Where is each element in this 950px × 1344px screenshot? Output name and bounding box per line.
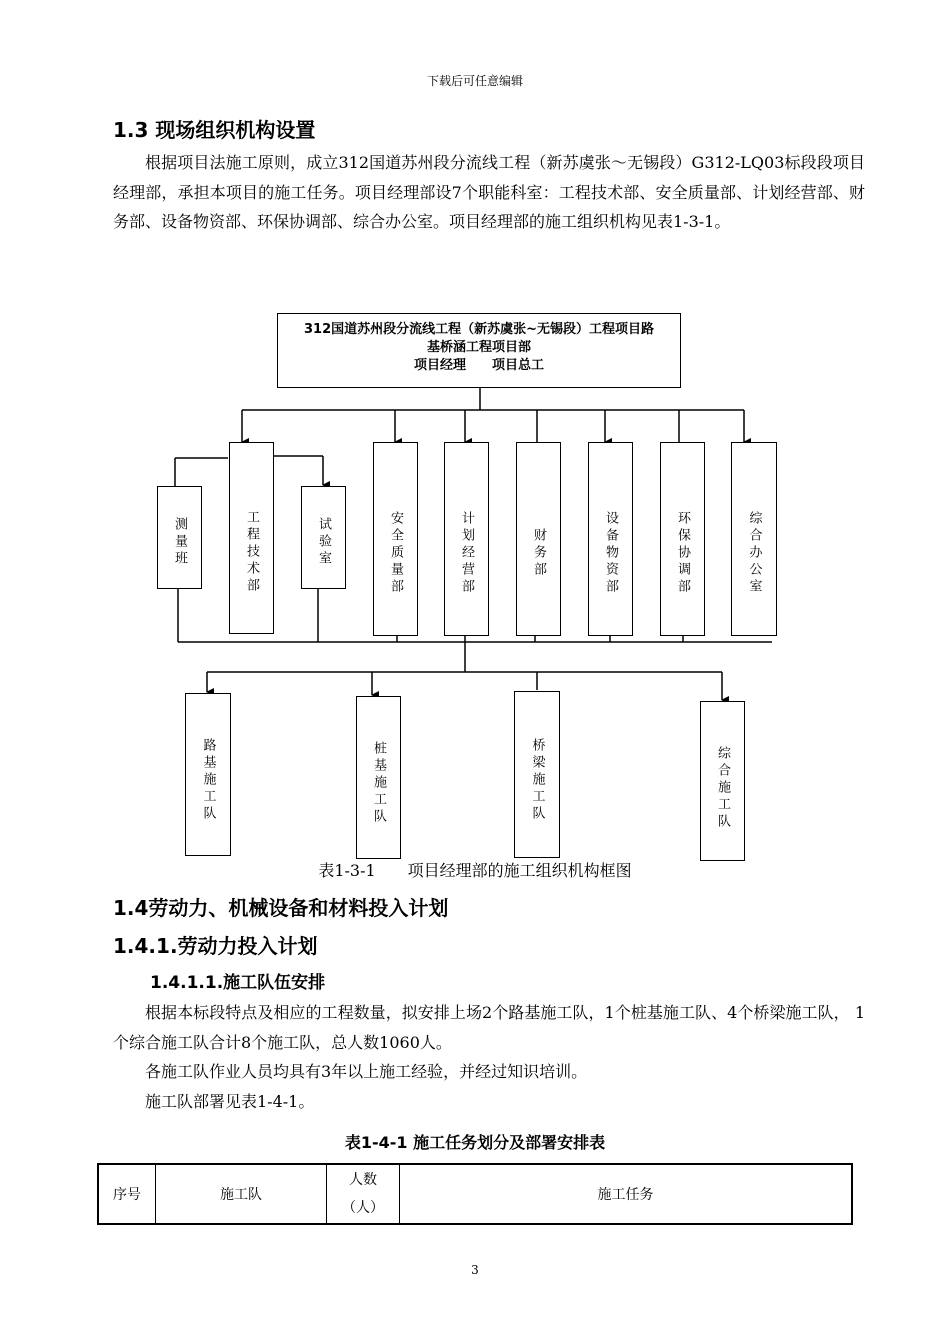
section-1-3-paragraph <box>113 148 865 237</box>
task-table <box>97 1163 853 1225</box>
team-bridge: 桥梁施工队 <box>514 691 560 858</box>
section-1-3-title: 1.3 现场组织机构设置 <box>113 118 316 142</box>
dept-planning: 计划经营部 <box>444 442 489 636</box>
header-headcount: 人数 （人） <box>327 1164 400 1224</box>
org-chart <box>0 300 950 870</box>
dept-engineering-tech: 工程技术部 <box>229 442 274 634</box>
dept-environment: 环保协调部 <box>660 442 705 636</box>
dept-safety-quality: 安全质量部 <box>373 442 418 636</box>
header-team: 施工队 <box>156 1164 327 1224</box>
team-pile-foundation: 桩基施工队 <box>356 696 401 859</box>
section-1-4-1-title: 1.4.1.劳动力投入计划 <box>113 934 318 958</box>
project-title-line1: 312国道苏州段分流线工程（新苏虞张~无锡段）工程项目路 <box>303 322 655 337</box>
project-leaders: 项目经理 项目总工 <box>413 358 544 373</box>
section-1-4-1-1-title: 1.4.1.1.施工队伍安排 <box>150 973 326 993</box>
section-1-4-title: 1.4劳动力、机械设备和材料投入计划 <box>113 896 449 920</box>
paragraph-experience: 各施工队作业人员均具有3年以上施工经验，并经过知识培训。 <box>145 1062 588 1081</box>
unit-lab: 试验室 <box>301 486 346 589</box>
dept-general-office: 综合办公室 <box>731 442 777 636</box>
paragraph-reference: 施工队部署见表1-4-1。 <box>145 1091 315 1111</box>
team-roadbed: 路基施工队 <box>185 693 231 856</box>
section-1-4-paragraphs <box>113 998 865 1116</box>
unit-surveying: 测量班 <box>157 486 202 589</box>
org-chart-caption: 表1-3-1 项目经理部的施工组织机构框图 <box>318 861 632 880</box>
header-task: 施工任务 <box>400 1164 853 1224</box>
header-no: 序号 <box>98 1164 156 1224</box>
project-department-box <box>277 313 681 388</box>
team-general: 综合施工队 <box>700 701 745 861</box>
page-number: 3 <box>471 1263 479 1277</box>
table-caption: 表1-4-1 施工任务划分及部署安排表 <box>344 1133 606 1152</box>
table-header-row <box>98 1164 852 1224</box>
paragraph-teams: 根据本标段特点及相应的工程数量，拟安排上场2个路基施工队，1个桩基施工队、4个桥梁施工队， 1个综合施工队合计8个施工队，总人数1060人。 <box>113 1003 865 1052</box>
project-title-line2: 基桥涵工程项目部 <box>426 340 531 355</box>
dept-finance: 财务部 <box>516 442 561 636</box>
paragraph-text: 根据项目法施工原则，成立312国道苏州段分流线工程（新苏虞张～无锡段）G312-LQ03标段段项目经理部，承担本项目的施工任务。项目经理部设7个职能科室：工程技术部、安全质量部、计划经营部、财务部、设备物资部、环保协调部、综合办公室。项目经理部的施工组织机构见表1-3-1。 <box>113 153 865 231</box>
page-header: 下载后可任意编辑 <box>426 74 523 88</box>
dept-equipment: 设备物资部 <box>588 442 633 636</box>
